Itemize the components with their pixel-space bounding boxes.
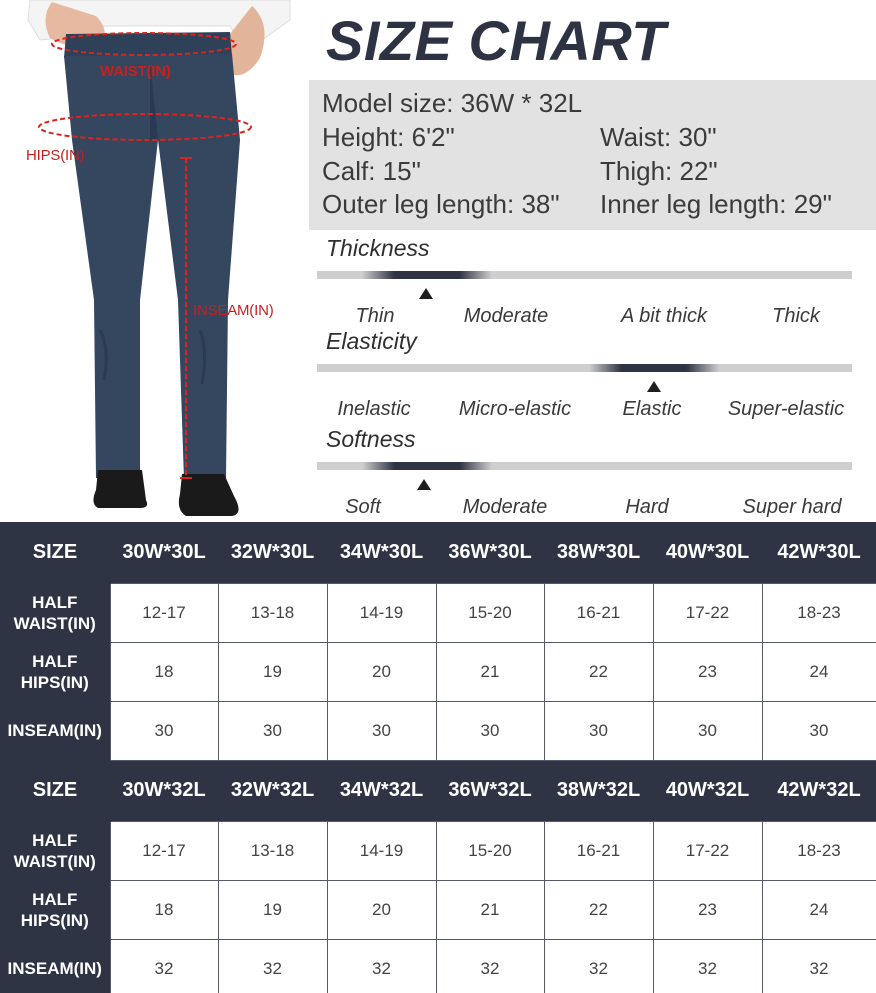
- table-cell: 14-19: [327, 821, 436, 880]
- table-cell: 15-20: [436, 821, 544, 880]
- header-cell: 38W*32L: [544, 760, 653, 821]
- table-cell: 32: [436, 939, 544, 993]
- row-label-line: HIPS(IN): [20, 910, 89, 930]
- softness-title: Softness: [326, 426, 416, 452]
- table-cell: 30: [436, 701, 544, 760]
- model-inner-leg-text: Inner leg length: 29": [600, 189, 832, 219]
- thickness-marker: [362, 271, 492, 279]
- row-label-line: HALF: [32, 592, 78, 612]
- thickness-option: Thick: [772, 305, 820, 327]
- softness-option: Super hard: [742, 496, 842, 518]
- table-cell: 24: [762, 642, 876, 701]
- table-cell: 13-18: [218, 583, 327, 642]
- waist-measure-label: WAIST(IN): [100, 63, 171, 80]
- row-label: [0, 583, 110, 642]
- table-cell: 18-23: [762, 583, 876, 642]
- table-cell: 21: [436, 880, 544, 939]
- table-cell: 20: [327, 880, 436, 939]
- row-label: INSEAM(IN): [0, 939, 110, 993]
- header-cell: 36W*30L: [436, 522, 544, 583]
- table-cell: 23: [653, 880, 762, 939]
- model-illustration: [0, 0, 310, 522]
- thickness-option: A bit thick: [621, 305, 707, 327]
- table-cell: 19: [218, 880, 327, 939]
- table-cell: 30: [544, 701, 653, 760]
- table-cell: 30: [327, 701, 436, 760]
- table-cell: 22: [544, 642, 653, 701]
- elasticity-option: Micro-elastic: [458, 398, 572, 420]
- table-cell: 32: [110, 939, 218, 993]
- table-row: [0, 821, 876, 880]
- model-info-box: [309, 80, 876, 230]
- table-cell: 20: [327, 642, 436, 701]
- size-chart-table: [0, 522, 876, 993]
- row-label: [0, 642, 110, 701]
- table-cell: 32: [218, 939, 327, 993]
- table-cell: 13-18: [218, 821, 327, 880]
- table-header-row: [0, 522, 876, 583]
- row-label-line: HALF: [32, 889, 78, 909]
- table-cell: 30: [762, 701, 876, 760]
- table-cell: 17-22: [653, 583, 762, 642]
- header-cell: 42W*30L: [762, 522, 876, 583]
- elasticity-arrow-icon: [647, 381, 661, 392]
- header-cell: 30W*32L: [110, 760, 218, 821]
- header-cell: SIZE: [0, 760, 110, 821]
- table-cell: 15-20: [436, 583, 544, 642]
- table-cell: 18: [110, 880, 218, 939]
- table-cell: 32: [653, 939, 762, 993]
- thickness-bar: [317, 271, 852, 279]
- softness-option: Hard: [625, 496, 669, 518]
- table-cell: 24: [762, 880, 876, 939]
- header-cell: 32W*30L: [218, 522, 327, 583]
- row-label-line: HALF: [32, 651, 78, 671]
- table-cell: 30: [218, 701, 327, 760]
- header-cell: SIZE: [0, 522, 110, 583]
- header-cell: 38W*30L: [544, 522, 653, 583]
- table-cell: 16-21: [544, 583, 653, 642]
- elasticity-bar: [317, 364, 852, 372]
- page-title: SIZE CHART: [326, 9, 666, 72]
- table-row: [0, 939, 876, 993]
- softness-bar: [317, 462, 852, 470]
- header-cell: 34W*30L: [327, 522, 436, 583]
- table-row: [0, 701, 876, 760]
- softness-option: Soft: [345, 496, 381, 518]
- elasticity-title: Elasticity: [326, 328, 417, 354]
- model-thigh-text: Thigh: 22": [600, 156, 718, 186]
- row-label-line: HIPS(IN): [20, 672, 89, 692]
- model-height-text: Height: 6'2": [322, 122, 455, 152]
- row-label-line: WAIST(IN): [13, 851, 96, 871]
- table-row: [0, 583, 876, 642]
- header-cell: 40W*32L: [653, 760, 762, 821]
- table-cell: 30: [110, 701, 218, 760]
- header-cell: 40W*30L: [653, 522, 762, 583]
- thickness-option: Moderate: [463, 305, 549, 327]
- table-cell: 23: [653, 642, 762, 701]
- table-cell: 12-17: [110, 583, 218, 642]
- model-outer-leg-text: Outer leg length: 38": [322, 189, 560, 219]
- table-cell: 32: [544, 939, 653, 993]
- table-cell: 21: [436, 642, 544, 701]
- softness-option: Moderate: [462, 496, 548, 518]
- thickness-title: Thickness: [326, 235, 430, 261]
- table-cell: 30: [653, 701, 762, 760]
- table-cell: 12-17: [110, 821, 218, 880]
- row-label-line: WAIST(IN): [13, 613, 96, 633]
- elasticity-option: Elastic: [622, 398, 682, 420]
- elasticity-marker: [589, 364, 719, 372]
- row-label: [0, 821, 110, 880]
- header-cell: 36W*32L: [436, 760, 544, 821]
- softness-marker: [362, 462, 492, 470]
- table-cell: 18-23: [762, 821, 876, 880]
- thickness-option: Thin: [355, 305, 395, 327]
- model-waist-text: Waist: 30": [600, 122, 717, 152]
- thickness-arrow-icon: [419, 288, 433, 299]
- model-size-text: Model size: 36W * 32L: [322, 88, 583, 118]
- elasticity-option: Inelastic: [337, 398, 411, 420]
- table-cell: 18: [110, 642, 218, 701]
- table-cell: 16-21: [544, 821, 653, 880]
- table-cell: 19: [218, 642, 327, 701]
- table-cell: 32: [762, 939, 876, 993]
- model-calf-text: Calf: 15": [322, 156, 421, 186]
- row-label: INSEAM(IN): [0, 701, 110, 760]
- table-header-row: [0, 760, 876, 821]
- header-cell: 34W*32L: [327, 760, 436, 821]
- table-cell: 14-19: [327, 583, 436, 642]
- table-row: [0, 880, 876, 939]
- row-label-line: HALF: [32, 830, 78, 850]
- table-cell: 22: [544, 880, 653, 939]
- softness-arrow-icon: [417, 479, 431, 490]
- header-cell: 30W*30L: [110, 522, 218, 583]
- table-row: [0, 642, 876, 701]
- inseam-measure-label: INSEAM(IN): [193, 302, 274, 319]
- header-cell: 42W*32L: [762, 760, 876, 821]
- header-cell: 32W*32L: [218, 760, 327, 821]
- elasticity-option: Super-elastic: [727, 398, 845, 420]
- row-label: [0, 880, 110, 939]
- table-cell: 32: [327, 939, 436, 993]
- hips-measure-label: HIPS(IN): [26, 147, 85, 164]
- table-cell: 17-22: [653, 821, 762, 880]
